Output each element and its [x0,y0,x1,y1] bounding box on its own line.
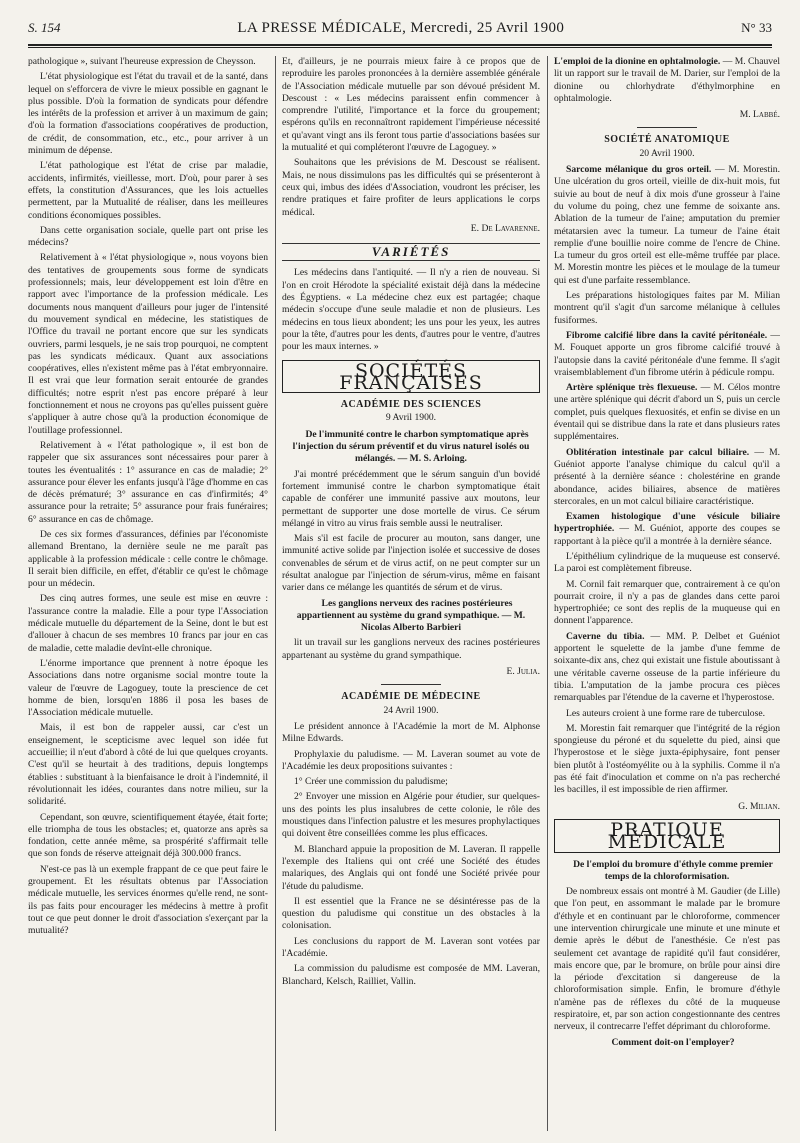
signature: E. De Lavarenne. [470,222,540,234]
paragraph: Dans cette organisation sociale, quelle part ont prise les médecins? [28,224,268,249]
paragraph: L'épithélium cylindrique de la muqueuse est conservé. La paroi est complètement fibreuse. [554,550,780,575]
paragraph: Relativement à « l'état physiologique », nous voyons bien des tentatives de groupements sous forme de syndicats professionnels; mais, leur développement est loin d'être en rapport avec l'importance de la profession médicale. Les documents nous manquent d'ailleurs pour juger de l'intensité du mouvement syndical en médecine, les statistiques de l'Office du travail ne portant encore que sur les syndicats ouvriers, parmi lesquels, je ne sais trop pourquoi, ne comptent pas les syndicats médicaux. Quant aux associations coopératives, elles n'existent même pas à l'état embryonnaire. Il est vrai que leur formation serait entourée de grandes difficultés; notre esprit n'est pas encore préparé à leur fonctionnement et nous ne croyons pas qu'elles puissent guère s'appliquer à autre chose qu'à la production économique de l'outillage professionnel. [28,252,268,436]
paragraph: L'état physiologique est l'état du travail et de la santé, dans lequel on s'efforcera de vivre le mieux possible en gagnant le plus possible. D'où la formation de syndicats pour défendre les intérêts de la profession et arriver à un maximum de gain; d'où la formation d'associations coopératives de production, de crédit, de consommation, etc., etc., pour arriver à un minimum de dépense. [28,71,268,157]
signature: M. Labbé. [739,109,780,121]
article-text: — M. Chauvel lit un rapport sur le travail de M. Darier, sur l'emploi de la dionine ou chlorhydrate d'éthylmorphine en ophtalmologie. [554,56,780,104]
article-title: De l'immunité contre le charbon symptomatique après l'injection du sérum préventif et du virus naturel isolés ou mélangés. — M. S. Arloing. [292,428,530,465]
paragraph [554,511,780,548]
paragraph: Le président annonce à l'Académie la mort de M. Alphonse Milne Edwards. [282,720,540,745]
session-date: 20 Avril 1900. [639,147,695,159]
paragraph [554,164,780,287]
article-title: Les ganglions nerveux des racines postérieures appartiennent au système du grand sympathique. — M. Nicolas Alberto Barbieri [296,597,526,634]
journal-name: LA PRESSE MÉDICALE, [237,20,407,36]
paragraph: Il est essentiel que la France ne se désintéresse pas de la question du paludisme qui constitue un des obstacles à la colonisation. [282,895,540,932]
header-rule-thin [28,47,772,48]
paragraph: L'état pathologique est l'état de crise par maladie, accidents, infirmités, vieillesse, mort. D'où, pour parer à ses effets, la constitution d'Assurances, que les lois actuelles permettent, par la Mutualité de réaliser, dans les meilleures conditions économiques possibles. [28,160,268,221]
paragraph: Les préparations histologiques faites par M. Milian montrent qu'il s'agit d'un sarcome mélanique à cellules fusiformes. [554,290,780,326]
paragraph: J'ai montré précédemment que le sérum sanguin d'un bovidé fortement immunisé contre le charbon symptomatique était capable de conférer une immunité passive aux moutons, leur permettant de supporter une dose mortelle de virus. Ce sérum mélangé in vitro au virus frais semble aussi le neutraliser. [282,468,540,529]
paragraph: Souhaitons que les prévisions de M. Descoust se réalisent. Mais, ne nous dissimulons pas les difficultés qui se présenteront à ceux qui, imbus des idées d'Association, voudront les préciser, les rendre pratiques et faire profiter de leurs applications le corps médical. [282,157,540,218]
paragraph: Mais, il est bon de rappeler aussi, car c'est un enseignement, le scepticisme avec lequel son idée fut accueillie; il n'eut d'abord à côté de lui que quelques croyants. C'est qu'il se heurtait à des traditions, depuis longtemps établies : substituant à la bienfaisance le droit à l'indemnité, il révolutionnait les idées, courantes dans notre milieu, sur la solidarité. [28,722,268,808]
entry-title: Fibrome calcifié libre dans la cavité péritonéale. [566,329,768,341]
article-title: De l'emploi du bromure d'éthyle comme premier temps de la chloroformisation. [573,858,773,882]
column-divider-1 [275,56,276,1131]
paragraph: M. Blanchard appuie la proposition de M. Laveran. Il rappelle l'exemple des Italiens qui ont créé une Société des études malariques, des Anglais qui ont fondé une Société privée pour l'étude du paludisme. [282,843,540,892]
paragraph: M. Cornil fait remarquer que, contrairement à ce qu'on pourrait croire, il n'y a pas de glandes dans cette paroi hypertrophiée; ce sont des replis de la muqueuse qui en donnent l'apparence. [554,578,780,627]
paragraph: pathologique », suivant l'heureuse expression de Cheysson. [28,56,256,67]
entry-text: — M. Célos montre une artère splénique qui décrit d'abord un S, puis un cercle complet, puis quelques flexuosités, et enfin se divise en un éventail qui se distribue dans la rate et dans plusieurs rates supplémentaires. [554,382,780,443]
divider [381,684,441,685]
page-number: S. 154 [28,20,61,35]
header-rule [28,44,772,46]
paragraph: 1° Créer une commission du paludisme; [294,776,448,788]
section-banner-pratique: PRATIQUE MÉDICALE [554,819,780,853]
article-title: L'emploi de la dionine en ophtalmologie. [554,56,721,67]
paragraph: M. Morestin fait remarquer que l'intégrité de la région spongieuse du péroné et du squelette du pied, ainsi que l'hyperostose et le siège juxta-épiphysaire, font penser bien plutôt à l'ostéomyélite ou à la syphilis. Comme il n'a pas été fait d'inoculation et comme on n'a pas recherché les bacilles, il est impossible de rien affirmer. [554,722,780,796]
paragraph: Prophylaxie du paludisme. — M. Laveran soumet au vote de l'Académie les deux propositions suivantes : [282,748,540,772]
entry-title: Sarcome mélanique du gros orteil. [566,164,712,176]
section-banner-societes: SOCIÉTÉS FRANÇAISES [282,360,540,394]
column-3 [554,56,780,1131]
column-divider-2 [547,56,548,1131]
paragraph [554,382,780,443]
entry-text: — M. Guéniot, apporte des coupes se rapportant à la pièce qu'il a montrée à la dernière séance. [554,523,780,547]
paragraph: La commission du paludisme est composée de MM. Laveran, Blanchard, Kelsch, Railliet, Vallin. [282,963,540,987]
entry-text: — M. Guéniot apporte l'analyse chimique du calcul qu'il a présenté à la dernière séance : cholestérine en grande abondance, acides biliaires, absence de matières stercorales, en un mot calcul biliaire caractéristique. [554,446,780,507]
paragraph: Et, d'ailleurs, je ne pourrais mieux faire à ce propos que de reproduire les paroles prononcées à la dernière assemblée générale de l'Association médicale mutuelle par son dévoué président M. Descoust : « Les médecins paraissent enfin commencer à comprendre l'utilité, l'importance et la force du groupement; espérons qu'ils en reconnaîtront rapidement l'impérieuse nécessité et qu'avant vingt ans ils feront tous partie d'associations basées sur la mutualité et qui compléteront l'œuvre de Lagoguey. » [282,56,540,154]
entry-text: — M. Fouquet apporte un gros fibrome calcifié trouvé à l'autopsie dans la cavité péritonéale d'une femme. Il s'agit vraisemblablement d'un fibrome utérin à pédicule rompu. [554,329,780,378]
paragraph [554,631,780,705]
column-2 [282,56,540,1131]
entry-text: — MM. P. Delbet et Guéniot apportent le squelette de la jambe d'une femme de soixante-dix ans, chez qui existait une fistule aboutissant à une véritable caverne osseuse de la partie inférieure du tibia. L'amputation de la jambe procura ces pièces remarquables par l'étendue de la caverne et l'hyperostose. [554,630,780,704]
entry-title: Examen histologique d'une vésicule biliaire hypertrophiée. [554,511,780,535]
paragraph: Des cinq autres formes, une seule est mise en œuvre : l'assurance contre la maladie. Elle a pour type l'Association médicale mutuelle du département de la Seine, dont le but est d'allouer à chacun de ses membres 10 francs par jour en cas de maladie, cette maladie devînt-elle chronique. [28,593,268,654]
paragraph: De ces six formes d'assurances, définies par l'économiste allemand Brentano, la dernière seule ne me paraît pas applicable à la profession médicale : celle contre le chômage. Il serait bien difficile, en effet, d'établir ce qu'est le chômage pour un médecin. [28,528,268,590]
paragraph: De nombreux essais ont montré à M. Gaudier (de Lille) que l'on peut, en assommant le malade par le bromure d'éthyle et en continuant par le chloroforme, commencer une intervention chirurgicale une minute et une minute et demie après le début de l'anesthésie. Ce n'est pas seulement cet avantage de rapidité qu'il faut considérer, mais encore que, par le bromure, on brûle pour ainsi dire la période d'excitation si dangereuse de la chloroformisation simple. Enfin, le bromure d'éthyle n'amène pas de réflexes du côté de la muqueuse respiratoire, et, par son action congestionnante des centres nerveux, il contrecarre l'effet déprimant du chloroforme. [554,886,780,1033]
paragraph: lit un travail sur les ganglions nerveux des racines postérieures appartenant au système du grand sympathique. [282,637,540,661]
paragraph [554,56,780,105]
signature: E. Julia. [506,666,540,678]
academie-medecine-heading: ACADÉMIE DE MÉDECINE [341,691,481,703]
subheading: Comment doit-on l'employer? [611,1036,735,1048]
entry-title: Caverne du tibia. [566,630,645,642]
societe-anatomique-heading: SOCIÉTÉ ANATOMIQUE [604,134,730,146]
entry-title: Artère splénique très flexueuse. [566,382,698,394]
entry-title: Oblitération intestinale par calcul biliaire. [566,446,750,458]
varietes-heading: VARIÉTÉS [282,243,540,261]
paragraph: Les auteurs croient à une forme rare de tuberculose. [566,707,765,719]
paragraph: Les conclusions du rapport de M. Laveran sont votées par l'Académie. [282,935,540,959]
paragraph: Mais s'il est facile de procurer au mouton, sans danger, une immunité active solide par l'injection isolée et successive de doses convenables de sérum et de virus actif, on ne peut compter sur un résultat analogue par l'injection de sérum-virus, même en faisant varier dans ce mélange les quantités de sérum et de virus. [282,533,540,594]
paragraph: L'énorme importance que prennent à notre époque les Associations dans notre organisme social montre toute la valeur de l'œuvre de Lagoguey, toute la prescience de cet homme de bien, lorsqu'en 1886 il posa les bases de l'Association médicale mutuelle. [28,657,268,719]
divider [637,127,697,128]
session-date: 9 Avril 1900. [385,412,437,424]
paragraph: Relativement à « l'état pathologique », il est bon de rappeler que six assurances sont nécessaires pour parer à toutes les éventualités : 1° assurance en cas de maladie; 2° assurance pour élever les enfants jusqu'à l'âge d'homme en cas de décès prématuré; 3° assurance en cas d'infirmités; 4° assurance pour la retraite; 5° assurance pour frais funéraires; 6° assurance en cas de chômage. [28,439,268,525]
column-1 [28,56,268,1131]
issue-number: N° 33 [741,20,772,35]
academie-sciences-heading: ACADÉMIE DES SCIENCES [340,399,482,411]
journal-title [237,20,564,37]
paragraph: 2° Envoyer une mission en Algérie pour étudier, sur quelques-uns des points les plus insalubres de cette colonie, le rôle des moustiques dans l'infection palustre et les mesures prophylactiques qui doivent être conseillées comme les plus efficaces. [282,791,540,840]
page-header [28,20,772,42]
varietes-text: Les médecins dans l'antiquité. — Il n'y a rien de nouveau. Si l'on en croit Hérodote la spécialité existait déjà dans la médecine des Égyptiens. « La médecine chez eux est partagée; chaque médecin s'occupe d'une seule maladie et non de plusieurs. Les médecins en tous lieux abondent; les uns pour les yeux, les autres pour la tête, d'autres pour les dents, d'autres pour le ventre, d'autres pour les maux internes. » [282,267,540,353]
paragraph: N'est-ce pas là un exemple frappant de ce que peut faire le groupement. Et les résultats obtenus par l'Association médicale mutuelle, les services énormes qu'elle rend, ne sont-ils pas faits pour encourager les médecins à mettre à profit tout ce que peut donner le droit d'association s'exerçant par la mutualité? [28,863,268,937]
signature: G. Milian. [738,800,780,812]
paragraph: Cependant, son œuvre, scientifiquement étayée, était forte; elle triompha de tous les obstacles; et, quatorze ans après sa fondation, cette année même, sa prospérité s'affirmait telle que son fonds de réserve atteignait déjà 300.000 francs. [28,811,268,860]
paragraph [554,330,780,379]
paragraph [554,447,780,508]
session-date: 24 Avril 1900. [383,704,439,716]
issue-date: Mercredi, 25 Avril 1900 [410,20,565,36]
entry-text: — M. Morestin. Une ulcération du gros orteil, vieille de dix-huit mois, fut suivie au bout de neuf à dix mois d'une grosseur à l'aine du volume du poing, chez une femme de soixante ans. Ablation de la tumeur de l'aine; amputation du premier métatarsien avec la tumeur. La tumeur de l'aine était remplie d'une bouillie noire comme de l'encre de Chine. La tumeur du gros orteil est elle-même truffée par place. M. Morestin montre les pièces et le moulage de la tumeur qui est d'une parfaite ressemblance. [554,164,780,286]
